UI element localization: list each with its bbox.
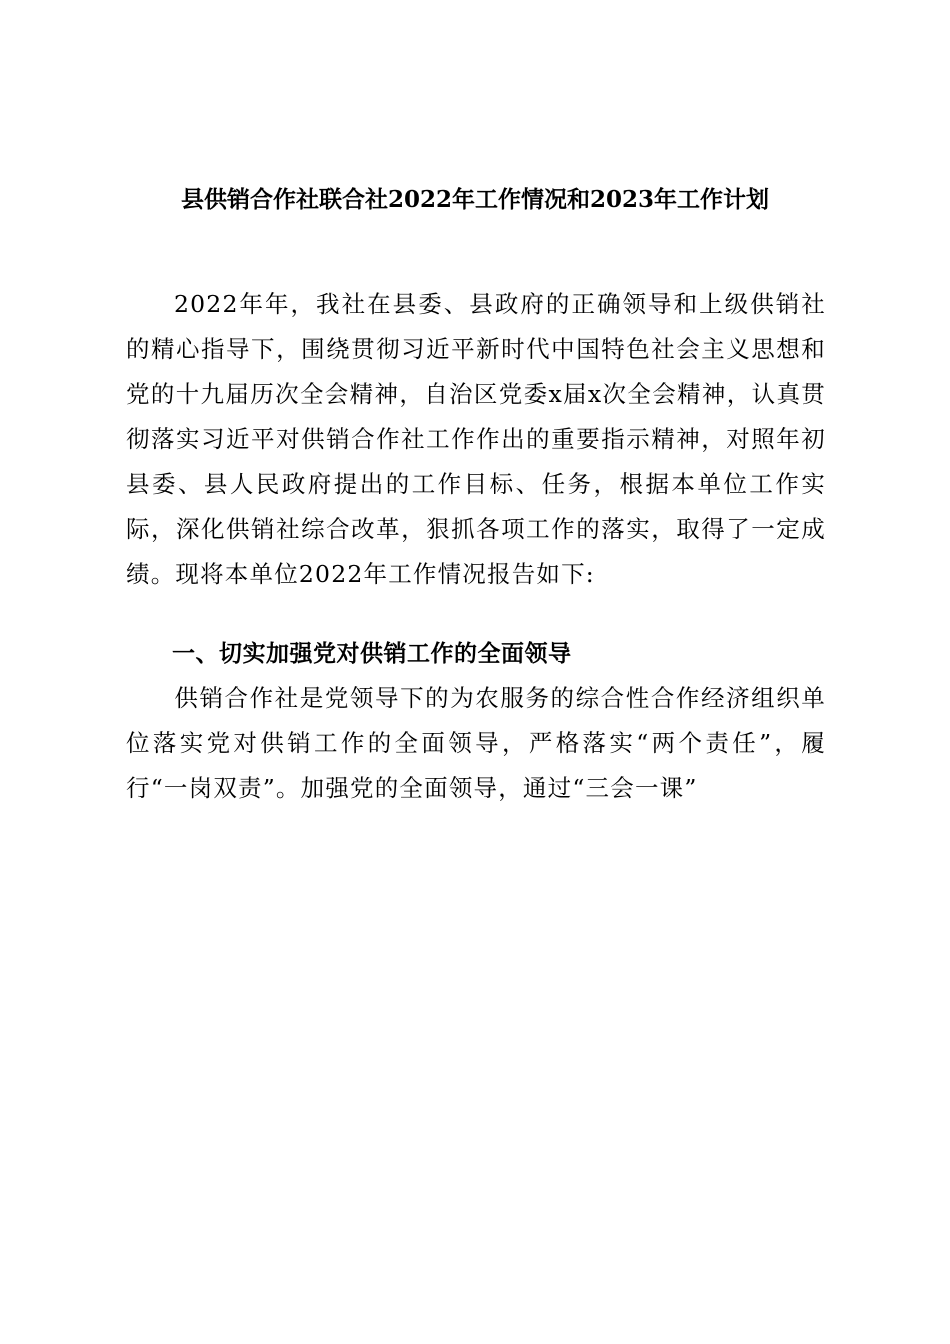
section-heading: 一、切实加强党对供销工作的全面领导 xyxy=(172,641,572,667)
section-paragraph-text: 供销合作社是党领导下的为农服务的综合性合作经济组织单位落实党对供销工作的全面领导，严格落实“两个责任”，履行“一岗双责”。加强党的全面领导，通过“三会一课” xyxy=(126,684,826,802)
document-title: 县供销合作社联合社2022年工作情况和2023年工作计划 xyxy=(180,186,770,213)
section-paragraph xyxy=(126,676,826,811)
intro-paragraph-text: 2022年年，我社在县委、县政府的正确领导和上级供销社的精心指导下，围绕贯彻习近平新时代中国特色社会主义思想和党的十九届历次全会精神，自治区党委x届x次全会精神，认真贯彻落实习近平对供销合作社工作作出的重要指示精神，对照年初县委、县人民政府提出的工作目标、任务，根据本单位工作实际，深化供销社综合改革，狠抓各项工作的落实，取得了一定成绩。现将本单位2022年工作情况报告如下: xyxy=(126,290,826,588)
intro-paragraph xyxy=(126,282,826,597)
